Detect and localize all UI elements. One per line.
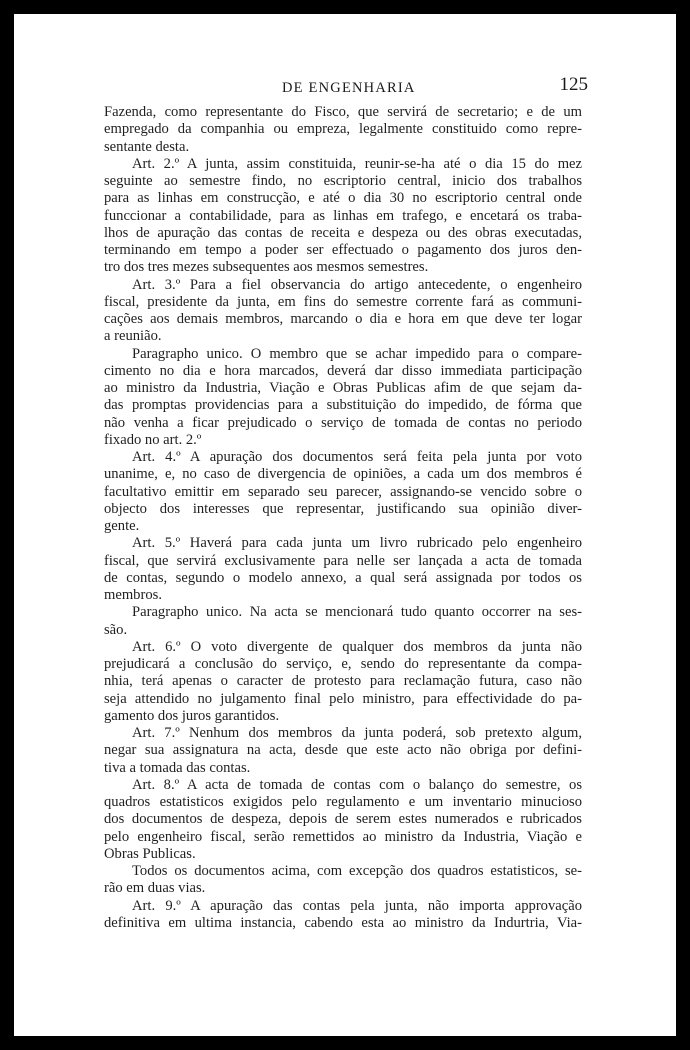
text-line: Art. 4.º A apuração dos documentos será feita pela junta por voto — [132, 449, 582, 465]
paragraph — [104, 863, 582, 898]
text-line: não venha a ficar prejudicado o serviço de tomada de contas no periodo — [104, 414, 582, 431]
paragraph — [104, 777, 582, 863]
text-line: gente. — [104, 518, 140, 534]
text-line: gamento dos juros garantidos. — [104, 707, 280, 724]
text-line: são. — [104, 621, 128, 638]
text-line: unanime, e, no caso de divergencia de opiniões, a cada um dos membros é — [104, 466, 582, 483]
paragraph — [104, 346, 582, 450]
text-line: seja attendido no julgamento final pelo ministro, para effectividade do pa- — [104, 690, 582, 707]
text-line: Art. 9.º A apuração das contas pela junta, não importa approvação — [132, 897, 582, 914]
paragraph — [104, 725, 582, 777]
text-line: cimento no dia e hora marcados, deverá dar disso immediata participação — [104, 362, 582, 379]
text-line: terminando em tempo a poder ser effectuado o pagamento dos juros den- — [104, 242, 582, 258]
text-line: Todos os documentos acima, com excepção dos quadros estatisticos, se- — [132, 863, 582, 879]
text-line: seguinte ao semestre findo, no escriptorio central, inicio dos trabalhos — [104, 173, 582, 189]
text-line: Art. 8.º A acta de tomada de contas com o balanço do semestre, os — [132, 776, 582, 793]
paragraph — [104, 898, 582, 933]
text-line: pelo engenheiro fiscal, serão remettidos ao ministro da Industria, Viação e — [104, 828, 582, 845]
text-line: fiscal, presidente da junta, em fins do semestre corrente fará as communi- — [104, 293, 582, 310]
text-line: funccionar a contabilidade, para as linhas em trafego, e encetará os traba- — [104, 207, 582, 224]
text-line: nhia, terá apenas o caracter de protesto para reclamação futura, caso não — [104, 673, 582, 690]
text-line: de contas, segundo o modelo annexo, a qual será assignada por todos os — [104, 569, 582, 586]
text-line: negar sua assignatura na acta, desde que este acto não obriga por defini- — [104, 742, 582, 759]
text-line: sentante desta. — [104, 138, 190, 155]
text-line: Obras Publicas. — [104, 845, 196, 862]
text-line: prejudicará a conclusão do serviço, e, sendo do representante da compa- — [104, 656, 582, 672]
paragraph — [104, 449, 582, 535]
text-line: membros. — [104, 587, 162, 603]
text-line: tiva a tomada das contas. — [104, 759, 251, 776]
text-line: Art. 6.º O voto divergente de qualquer dos membros da junta não — [132, 638, 582, 655]
paragraph — [104, 104, 582, 156]
text-line: rão em duas vias. — [104, 880, 206, 897]
body-text — [104, 104, 582, 932]
text-line: objecto dos interesses que representar, justificando sua opinião diver- — [104, 500, 582, 517]
text-line: Art. 2.º A junta, assim constituida, reunir-se-ha até o dia 15 do mez — [132, 155, 582, 172]
text-line: Art. 3.º Para a fiel observancia do artigo antecedente, o engenheiro — [132, 276, 582, 293]
text-line: lhos de apuração das contas de receita e despeza ou des obras executadas, — [104, 224, 582, 241]
text-line: Fazenda, como representante do Fisco, que servirá de secretario; e de um — [104, 104, 582, 120]
text-line: fiscal, que servirá exclusivamente para nelle ser lançada a acta de tomada — [104, 552, 582, 569]
paragraph — [104, 535, 582, 604]
text-line: ao ministro da Industria, Viação e Obras Publicas afim de que sejam da- — [104, 380, 582, 396]
text-line: Paragrapho unico. O membro que se achar impedido para o compare- — [132, 345, 582, 362]
text-line: Art. 7.º Nenhum dos membros da junta poderá, sob pretexto algum, — [132, 725, 582, 741]
text-line: das promptas providencias para a substituição do impedido, de fórma que — [104, 397, 582, 414]
page-number: 125 — [559, 74, 588, 95]
running-title: DE ENGENHARIA — [282, 80, 416, 96]
text-line: dos documentos de despeza, depois de serem estes numerados e rubricados — [104, 811, 582, 828]
text-line: Paragrapho unico. Na acta se mencionará tudo quanto occorrer na ses- — [132, 604, 582, 621]
paragraph — [104, 277, 582, 346]
page-header — [110, 64, 588, 98]
text-line: fixado no art. 2.º — [104, 431, 202, 448]
document-page — [14, 14, 676, 1036]
text-line: facultativo emittir em separado seu parecer, assignando-se vencido sobre o — [104, 483, 582, 500]
paragraph — [104, 604, 582, 639]
paragraph — [104, 639, 582, 725]
text-line: definitiva em ultima instancia, cabendo esta ao ministro da Indurtria, Via- — [104, 914, 582, 931]
text-line: cações aos demais membros, marcando o dia e hora em que deve ter logar — [104, 311, 582, 327]
text-line: tro dos tres mezes subsequentes aos mesmos semestres. — [104, 259, 429, 276]
text-line: a reunião. — [104, 328, 162, 345]
text-line: empregado da companhia ou empreza, legalmente constituido como repre- — [104, 121, 582, 138]
text-line: quadros estatisticos exigidos pelo regulamento e um inventario minucioso — [104, 794, 582, 810]
text-line: para as linhas em construcção, e até o dia 30 no escriptorio central onde — [104, 190, 582, 207]
text-line: Art. 5.º Haverá para cada junta um livro rubricado pelo engenheiro — [132, 535, 582, 552]
paragraph — [104, 156, 582, 277]
